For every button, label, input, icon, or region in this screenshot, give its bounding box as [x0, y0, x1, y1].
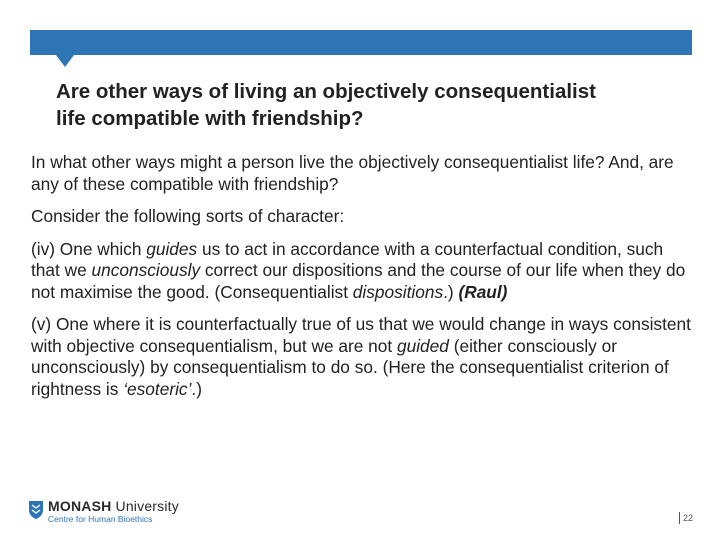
text-run: (iv) One which: [31, 238, 147, 259]
text-run: (either consciously or unconsciously) by consequentialism to do so. (Here the consequentialist criterion of rightness is: [31, 335, 669, 399]
shield-icon: [28, 500, 44, 520]
emphasis-dispositions: dispositions: [352, 281, 444, 302]
logo-centre-name: Centre for Human Bioethics: [48, 514, 153, 524]
logo-monash: MONASH: [48, 498, 112, 514]
paragraph-option-v: [31, 314, 691, 400]
text-run: .): [191, 378, 202, 399]
text-run: correct our dispositions and the course of our life when they do not maximise the good. (Consequentialist: [31, 260, 686, 302]
emphasis-unconsciously: unconsciously: [91, 260, 201, 280]
logo-university: University: [111, 498, 179, 514]
page-number: 22: [679, 512, 693, 524]
title-line-1: Are other ways of living an objectively consequentialist: [56, 80, 596, 103]
title-band-notch: [56, 55, 74, 67]
title-line-2: life compatible with friendship?: [56, 107, 364, 130]
logo-wordmark: [48, 499, 179, 513]
emphasis-raul: (Raul): [458, 281, 508, 302]
paragraph-intro: In what other ways might a person live the objectively consequentialist life? And, are any of these compatible with friendship?: [31, 152, 674, 194]
slide-body: [31, 152, 691, 411]
emphasis-guided: guided: [397, 335, 449, 356]
text-run: us to act in accordance with a counterfactual condition, such that we: [31, 238, 664, 280]
text-run: (v) One where it is counterfactually true of us that we would change in ways consistent with objective consequentialism, but we are not: [31, 314, 691, 356]
monash-logo: [28, 497, 228, 527]
emphasis-esoteric: ‘esoteric’: [123, 378, 192, 399]
title-band: [30, 30, 692, 55]
emphasis-guides: guides: [146, 238, 198, 259]
slide-title: [56, 78, 706, 132]
text-run: .): [443, 281, 459, 302]
paragraph-consider: Consider the following sorts of character:: [31, 206, 345, 226]
paragraph-option-iv: [31, 239, 691, 304]
